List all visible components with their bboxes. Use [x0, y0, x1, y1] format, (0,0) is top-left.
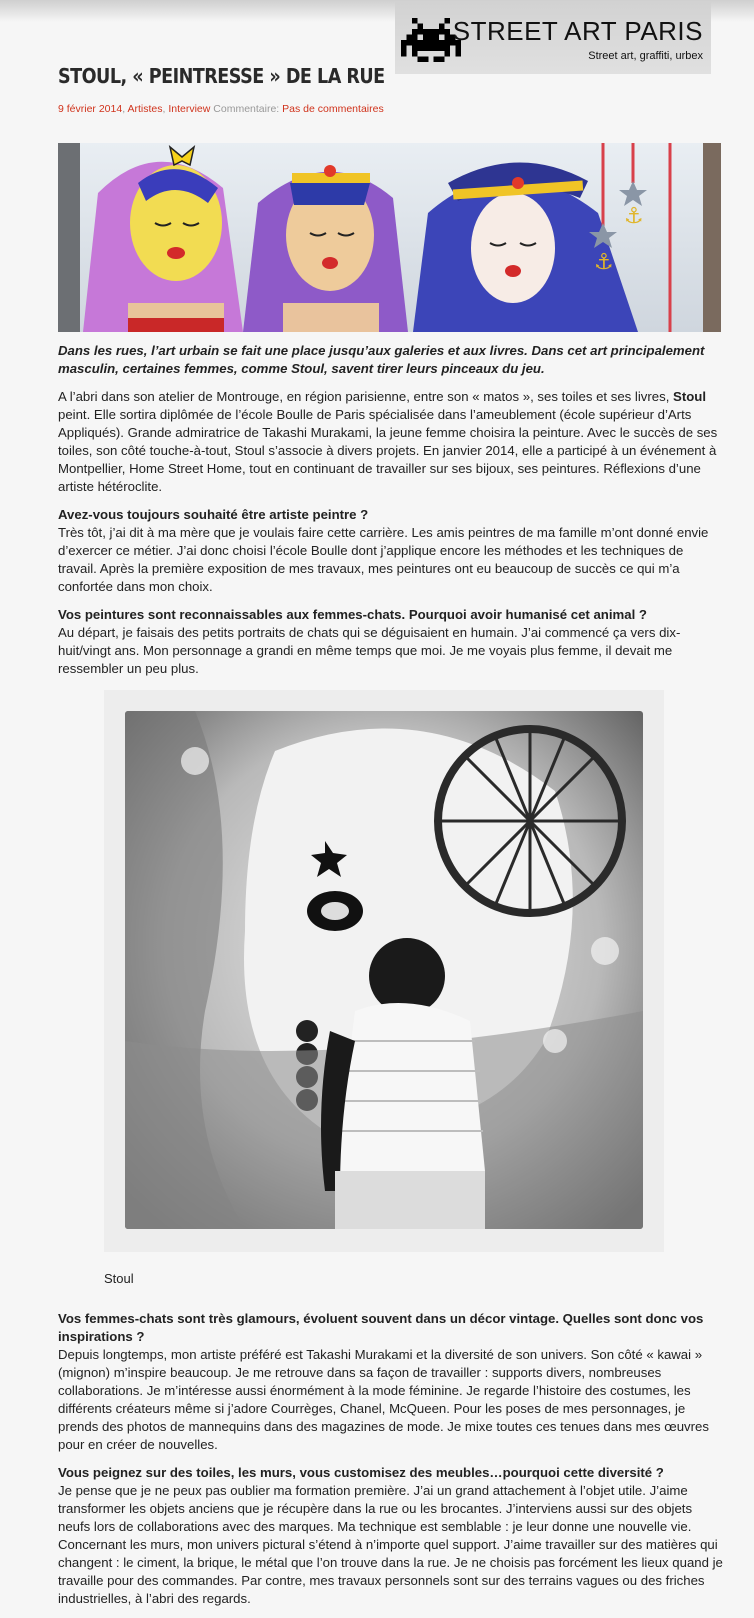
post-meta: 9 février 2014, Artistes, Interview Commentaire: Pas de commentaires — [58, 103, 384, 115]
figure-frame — [104, 690, 664, 1252]
qa-block-3 — [58, 1310, 724, 1454]
site-tagline: Street art, graffiti, urbex — [588, 50, 703, 62]
comments-label: Commentaire: — [213, 103, 280, 115]
comments-link[interactable]: Pas de commentaires — [282, 103, 384, 115]
category-link-interview[interactable]: Interview — [168, 103, 211, 115]
answer-1: Très tôt, j’ai dit à ma mère que je voulais faire cette carrière. Les amis peintres de ma famille m’ont donné envie d’exercer ce métier. J’ai donc choisi l’école Boulle dont j’applique encore les méthodes et les techniques de travail. Après la première exposition de mes travaux, mes peintures ont eu beaucoup de succès ce qui m’a confortée dans mon choix. — [58, 525, 709, 594]
question-2: Vos peintures sont reconnaissables aux femmes-chats. Pourquoi avoir humanisé cet animal ? — [58, 607, 647, 622]
category-link-artistes[interactable]: Artistes — [127, 103, 163, 115]
banner-mural-image — [58, 143, 721, 332]
question-1: Avez-vous toujours souhaité être artiste peintre ? — [58, 507, 369, 522]
qa-block-2 — [58, 606, 724, 678]
answer-3: Depuis longtemps, mon artiste préféré est Takashi Murakami et la diversité de son univers. Son côté « kawai » (mignon) m’inspire beaucoup. Je me retrouve dans sa façon de travailler : supports divers, nombreuses collaborations. Je m’intéresse aussi énormément à la mode féminine. Je regarde l’histoire des costumes, les différents créateurs même si j’adore Courrèges, Chanel, McQueen. Pour les poses de mes personnages, je prends des photos de mannequins dans des magazines de mode. Je mixe toutes ces tenues dans mes œuvres pour en créer de nouvelles. — [58, 1347, 709, 1452]
qa-block-4 — [58, 1464, 724, 1608]
figure-caption: Stoul — [104, 1271, 134, 1286]
intro-text: A l’abri dans son atelier de Montrouge, en région parisienne, entre son « matos », ses toiles et ses livres, — [58, 389, 674, 404]
question-4: Vous peignez sur des toiles, les murs, vous customisez des meubles…pourquoi cette diversité ? — [58, 1465, 664, 1480]
svg-text:⚓: ⚓ — [594, 250, 614, 275]
artist-name: Stoul — [673, 389, 706, 404]
answer-4: Je pense que je ne peux pas oublier ma formation première. J’ai un grand attachement à l’objet utile. J’aime transformer les objets anciens que je récupère dans la rue ou les brocantes. J’interviens aussi sur des objets neufs lors de collaborations avec des marques. Ma technique est semblable : je leur donne une nouvelle vie. Concernant les murs, mon univers pictural s’étend à n’importe quel support. J’aime travailler sur des matières qui changent : le ciment, la brique, le métal que l’on trouve dans la rue. Je ne choisis pas forcément les lieux quand je travaille pour des commandes. Par contre, mes travaux personnels sont sur des terrains vagues ou des friches industrielles, à l’abri des regards. — [58, 1483, 723, 1606]
article-intro — [58, 388, 724, 496]
qa-block-1 — [58, 506, 724, 596]
svg-text:⚓: ⚓ — [624, 204, 644, 229]
post-title[interactable]: STOUL, « PEINTRESSE » DE LA RUE — [58, 64, 385, 88]
site-header[interactable] — [395, 2, 711, 74]
answer-2: Au départ, je faisais des petits portraits de chats qui se déguisaient en humain. J’ai commencé ça vers dix-huit/vingt ans. Mon personnage a grandi en même temps que moi. Je me voyais plus femme, il devait me ressembler un peu plus. — [58, 625, 681, 676]
question-3: Vos femmes-chats sont très glamours, évoluent souvent dans un décor vintage. Quelles sont donc vos inspirations ? — [58, 1311, 704, 1344]
post-date-link[interactable]: 9 février 2014 — [58, 103, 123, 115]
article-content — [58, 342, 724, 1618]
stoul-mural-photo[interactable] — [125, 711, 643, 1229]
site-title[interactable]: STREET ART PARIS — [452, 16, 703, 46]
intro-text-continued: peint. Elle sortira diplômée de l’école Boulle de Paris spécialisée dans l’ameublement (école supérieur d’Arts Appliqués). Grande admiratrice de Takashi Murakami, la jeune femme choisira la peinture. Avec le succès de ses toiles, son côté touche-à-tout, Stoul s’associe à divers projets. En janvier 2014, elle a participé à un événement à Montpellier, Home Street Home, tout en continuant de travailler sur ses bijoux, ses peintures. Réflexions d’une artiste hétéroclite. — [58, 407, 718, 494]
article-lead: Dans les rues, l’art urbain se fait une place jusqu’aux galeries et aux livres. Dans cet art principalement masculin, certaines femmes, comme Stoul, savent tirer leurs pinceaux du jeu. — [58, 343, 705, 376]
